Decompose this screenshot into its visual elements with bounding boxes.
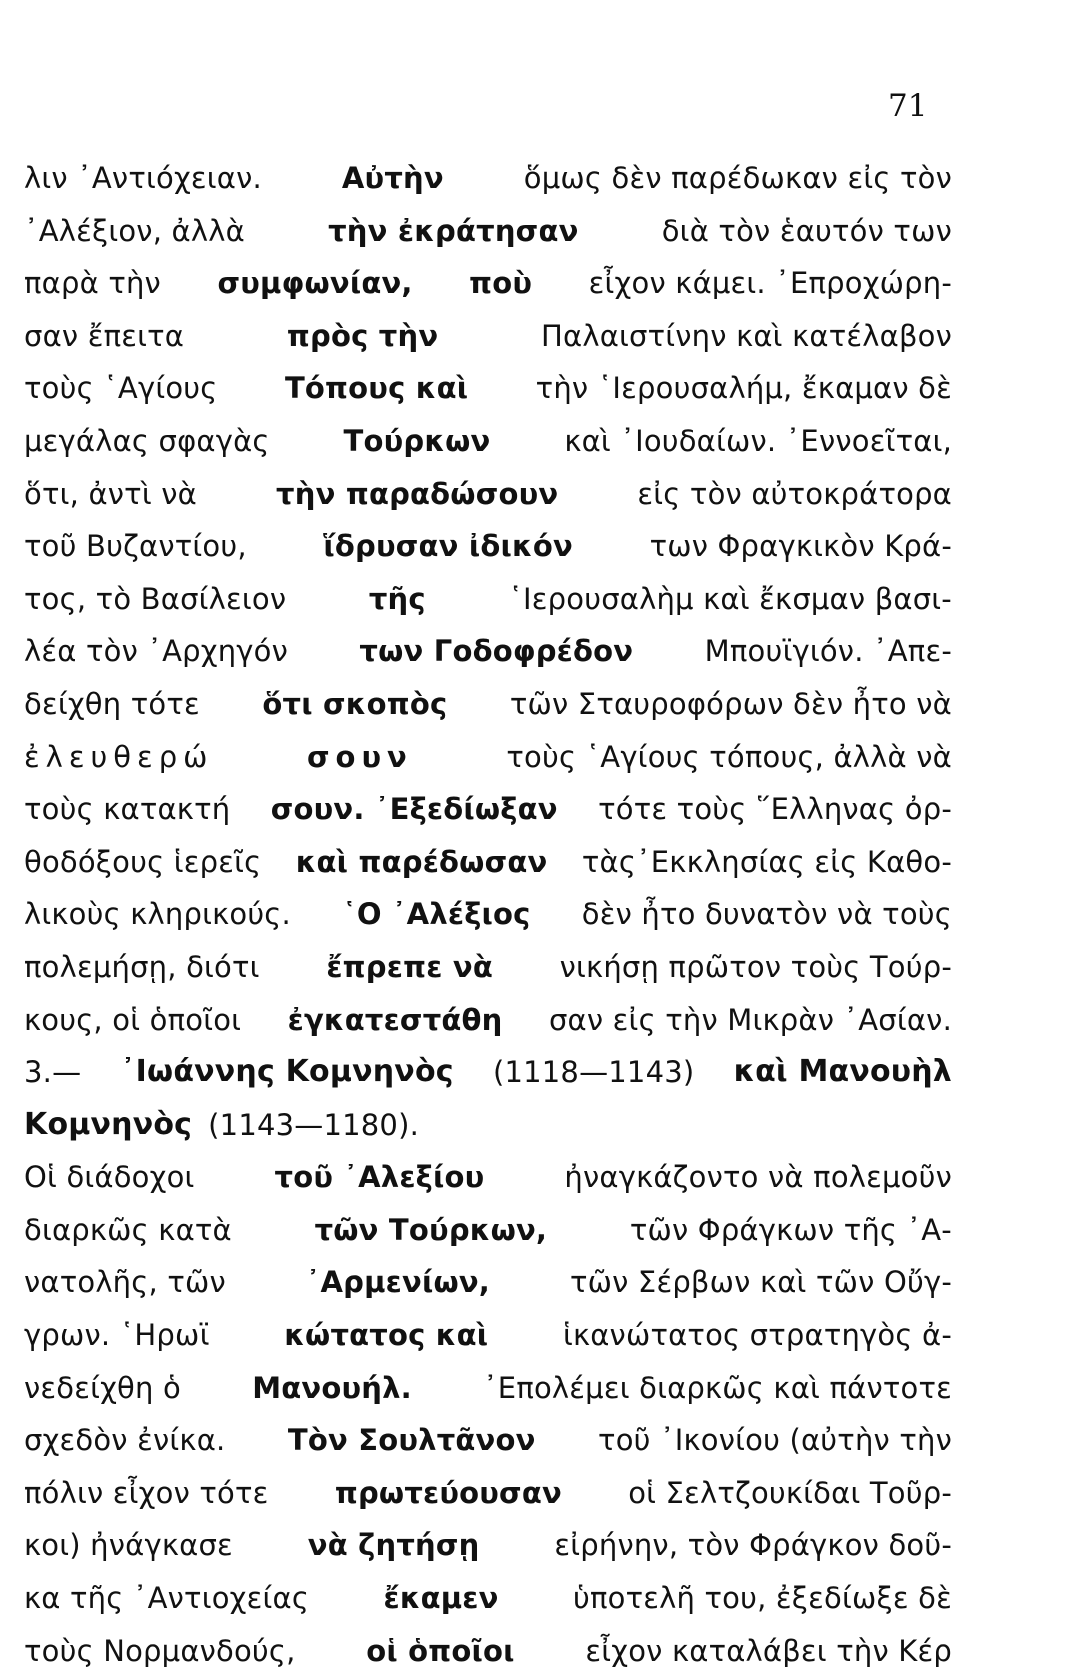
bold-text-span: πρωτεύουσαν: [334, 1475, 562, 1510]
text-line: [24, 888, 952, 941]
text-line: [24, 520, 952, 573]
page-number: 71: [888, 88, 928, 124]
bold-text-span: ἔπρεπε νὰ: [326, 949, 493, 984]
bold-text-span: τοῦ ᾽Αλεξίου: [274, 1160, 485, 1195]
text-line: [24, 783, 952, 836]
text-span: τῶν Σέρβων καὶ τῶν Οὔγ-: [569, 1265, 952, 1300]
bold-text-span: ῾Ο ᾽Αλέξιος: [342, 897, 531, 932]
text-line: [24, 1625, 952, 1677]
text-span: ἠναγκάζοντο νὰ πολεμοῦν: [564, 1160, 952, 1195]
text-span: πολεμήσῃ, διότι: [24, 949, 260, 984]
bold-text-span: σουν: [306, 739, 413, 774]
bold-text-span: ᾽Ιωάννης Κομνηνὸς: [120, 1054, 454, 1090]
text-line: [24, 1046, 952, 1099]
text-span: ῾Ιερουσαλὴμ καὶ ἔκσμαν βασι-: [508, 581, 952, 616]
text-line: [24, 994, 952, 1047]
text-span: νατολῆς, τῶν: [24, 1265, 226, 1300]
text-span: τοὺς Νορμανδούς,: [24, 1633, 296, 1668]
text-span: Παλαιστίνην καὶ κατέλαβον: [541, 318, 952, 353]
text-span: ἱκανώτατος στρατηγὸς ἀ-: [562, 1318, 952, 1353]
text-span: εἰρήνην, τὸν Φράγκον δοῦ-: [554, 1528, 952, 1563]
bold-text-span: πρὸς τὴν: [286, 318, 439, 353]
text-span: μεγάλας σφαγὰς: [24, 423, 270, 458]
text-span: σχεδὸν ἐνίκα.: [24, 1423, 226, 1458]
text-line: [24, 152, 952, 205]
text-span: Μπουϊγιόν. ᾽Απε-: [704, 634, 952, 669]
bold-text-span: ποὺ: [469, 266, 533, 301]
bold-text-span: ἐγκατεστάθη: [287, 1002, 503, 1037]
text-span: τῶν Σταυροφόρων δὲν ἦτο νὰ: [509, 686, 952, 721]
bold-text-span: συμφωνίαν,: [217, 266, 413, 301]
text-span: εἶχον καταλάβει τὴν Κέρ: [585, 1633, 952, 1668]
text-line: [24, 415, 952, 468]
text-span: εἰς τὸν αὐτοκράτορα: [637, 476, 952, 511]
body-text: [24, 152, 952, 1677]
text-span: νεδείχθη ὁ: [24, 1370, 181, 1405]
text-span: καὶ ᾽Ιουδαίων. ᾽Εννοεῖται,: [564, 423, 952, 458]
text-line: [24, 1519, 952, 1572]
bold-text-span: Τὸν Σουλτᾶνον: [287, 1423, 536, 1458]
text-span: λικοὺς κληρικούς.: [24, 897, 291, 932]
bold-text-span: οἱ ὁποῖοι: [366, 1633, 515, 1668]
text-span: ὑποτελῆ του, ἐξεδίωξε δὲ: [573, 1581, 952, 1616]
text-line: [24, 257, 952, 310]
text-span: τος, τὸ Βασίλειον: [24, 581, 287, 616]
text-span: κους, οἱ ὁποῖοι: [24, 1002, 242, 1037]
text-line: [24, 731, 952, 784]
bold-text-span: Τούρκων: [343, 423, 491, 458]
bold-text-span: Αὐτὴν: [341, 161, 444, 195]
bold-text-span: σουν. ᾽Εξεδίωξαν: [270, 792, 558, 827]
text-span: δὲν ἦτο δυνατὸν νὰ τοὺς: [581, 897, 952, 932]
bold-text-span: των Γοδοφρέδον: [359, 634, 634, 669]
text-line: [24, 1099, 952, 1152]
text-span: γρων. ῾Ηρωϊ: [24, 1318, 210, 1353]
text-span: οἱ Σελτζουκίδαι Τοῦρ-: [628, 1475, 952, 1510]
text-line: [24, 1309, 952, 1362]
bold-text-span: Μανουήλ.: [252, 1370, 412, 1405]
text-span: εἶχον κάμει. ᾽Επροχώρη-: [588, 266, 952, 301]
text-span: τοὺς κατακτή: [24, 792, 231, 827]
text-line: [24, 1204, 952, 1257]
text-span: τὰς᾽Εκκλησίας εἰς Καθο-: [581, 844, 952, 879]
text-span: τοῦ Βυζαντίου,: [24, 529, 247, 564]
text-span: τοὺς ῾Αγίους τόπους, ἀλλὰ νὰ: [506, 739, 952, 774]
text-span: πόλιν εἶχον τότε: [24, 1475, 269, 1510]
text-line: [24, 310, 952, 363]
bold-text-span: τῆς: [368, 581, 426, 616]
text-line: [24, 1467, 952, 1520]
text-span: ἐλευθερώ: [24, 739, 214, 774]
text-span: ᾽Αλέξιον, ἀλλὰ: [24, 213, 245, 248]
bold-text-span: Κομνηνὸς: [24, 1106, 193, 1142]
text-span: Οἱ διάδοχοι: [24, 1160, 195, 1195]
bold-text-span: ἔκαμεν: [383, 1581, 499, 1616]
text-line: [24, 362, 952, 415]
text-span: τότε τοὺς ῞Ελληνας ὀρ-: [598, 792, 952, 827]
text-span: τοῦ ᾽Ικονίου (αὐτὴν τὴν: [598, 1423, 952, 1458]
text-span: κα τῆς ᾽Αντιοχείας: [24, 1581, 310, 1616]
text-line: [24, 1151, 952, 1204]
bold-text-span: καὶ παρέδωσαν: [295, 844, 548, 879]
bold-text-span: τὴν παραδώσουν: [276, 476, 559, 511]
text-line: [24, 1414, 952, 1467]
text-span: (1118—1143): [492, 1055, 695, 1090]
bold-text-span: ἵδρυσαν ἰδικόν: [323, 529, 573, 564]
text-span: κοι) ἠνάγκασε: [24, 1528, 233, 1563]
text-line: [24, 1572, 952, 1625]
text-span: (1143—1180).: [208, 1107, 420, 1142]
text-span: παρὰ τὴν: [24, 266, 161, 301]
text-line: [24, 468, 952, 521]
text-span: τοὺς ῾Αγίους: [24, 371, 218, 406]
bold-text-span: τῶν Τούρκων,: [314, 1212, 548, 1247]
text-span: διαρκῶς κατὰ: [24, 1212, 232, 1247]
bold-text-span: ὅτι σκοπὸς: [262, 686, 448, 721]
text-span: νικήσῃ πρῶτον τοὺς Τούρ-: [559, 949, 952, 984]
text-line: [24, 678, 952, 731]
text-span: ὅμως δὲν παρέδωκαν εἰς τὸν: [523, 161, 952, 195]
text-line: [24, 941, 952, 994]
text-span: θοδόξους ἱερεῖς: [24, 844, 262, 879]
text-line: [24, 205, 952, 258]
bold-text-span: Τόπους καὶ: [284, 371, 469, 406]
bold-text-span: τὴν ἐκράτησαν: [328, 213, 579, 248]
text-span: σαν εἰς τὴν Μικρὰν ᾽Ασίαν.: [548, 1002, 952, 1037]
text-span: ᾽Επολέμει διαρκῶς καὶ πάντοτε: [483, 1370, 952, 1405]
bold-text-span: καὶ Μανουὴλ: [733, 1054, 952, 1090]
bold-text-span: ᾽Αρμενίων,: [305, 1265, 491, 1300]
text-line: [24, 836, 952, 889]
text-span: τὴν ῾Ιερουσαλήμ, ἔκαμαν δὲ: [535, 371, 952, 406]
text-span: δείχθη τότε: [24, 686, 200, 721]
text-span: λέα τὸν ᾽Αρχηγόν: [24, 634, 288, 669]
text-span: λιν ᾽Αντιόχειαν.: [24, 161, 262, 195]
text-span: των Φραγκικὸν Κρά-: [649, 529, 952, 564]
text-span: ὅτι, ἀντὶ νὰ: [24, 476, 197, 511]
text-line: [24, 1256, 952, 1309]
text-span: 3.—: [24, 1055, 82, 1090]
text-span: διὰ τὸν ἑαυτόν των: [661, 213, 952, 248]
text-line: [24, 625, 952, 678]
bold-text-span: νὰ ζητήσῃ: [307, 1528, 480, 1563]
text-line: [24, 573, 952, 626]
text-line: [24, 1362, 952, 1415]
text-span: τῶν Φράγκων τῆς ᾽Α-: [629, 1212, 952, 1247]
bold-text-span: κώτατος καὶ: [284, 1318, 489, 1353]
text-span: σαν ἔπειτα: [24, 318, 185, 353]
